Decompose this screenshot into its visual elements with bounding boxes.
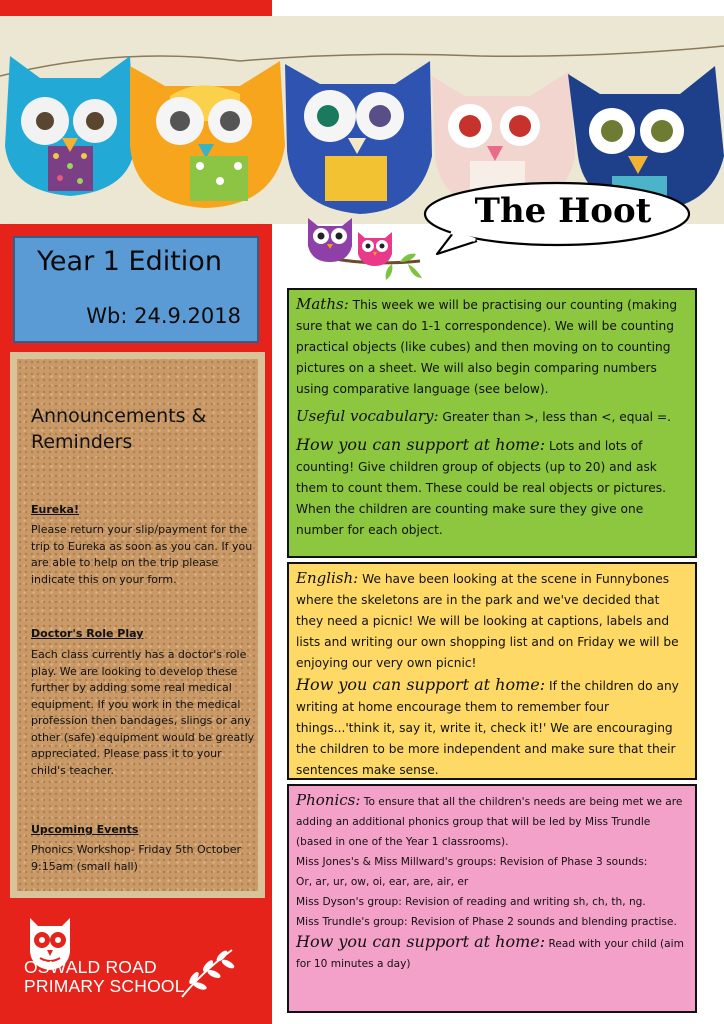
maths-support-text: Lots and lots of counting! Give children group of objects (up to 20) and ask them to count them. These could be real objects or pictures. When the children are counting make sure they give one number for each object. xyxy=(296,439,666,537)
phonics-heading: Phonics: xyxy=(296,791,361,809)
edition-date: Wb: 24.9.2018 xyxy=(86,304,241,328)
maths-heading: Maths: xyxy=(296,295,349,313)
edition-box xyxy=(13,236,259,343)
phonics-panel xyxy=(287,784,697,1013)
edition-title: Year 1 Edition xyxy=(37,246,222,277)
maths-text: This week we will be practising our counting (making sure that we can do 1-1 correspondence). We will be counting practical objects (like cubes) and then moving on to counting pictures on a sheet. We will also begin comparing numbers using comparative language (see below). xyxy=(296,298,678,396)
upcoming-events-body: Phonics Workshop- Friday 5th October 9:15am (small hall) xyxy=(31,843,242,873)
doctors-role-play-body: Each class currently has a doctor's role play. We are looking to develop these further by adding some real medical equipment. If you work in the medical profession then bandages, slings or any other (safe) equipment would be greatly appreciated. Please pass it to your child's teacher. xyxy=(31,648,255,777)
school-name xyxy=(24,958,185,996)
phonics-group2: Miss Dyson's group: Revision of reading and writing sh, ch, th, ng. xyxy=(296,896,646,908)
announcements-board xyxy=(10,352,265,898)
school-name-line2: PRIMARY SCHOOL xyxy=(24,976,185,996)
school-name-line1: OSWALD ROAD xyxy=(24,957,157,977)
english-panel xyxy=(287,562,697,780)
phonics-group1: Miss Jones's & Miss Millward's groups: Revision of Phase 3 sounds: xyxy=(296,856,648,868)
english-heading: English: xyxy=(296,569,359,587)
phonics-group1-sounds: Or, ar, ur, ow, oi, ear, are, air, er xyxy=(296,876,469,888)
maths-support-heading: How you can support at home: xyxy=(296,435,546,454)
owl-branch-icon xyxy=(300,206,428,284)
english-support-heading: How you can support at home: xyxy=(296,675,546,694)
phonics-text: To ensure that all the children's needs are being met we are adding an additional phonics group that will be led by Miss Trundle (based in one of the Year 1 classrooms). xyxy=(296,796,683,848)
doctors-role-play-heading: Doctor's Role Play xyxy=(31,627,144,640)
eureka-heading: Eureka! xyxy=(31,503,79,516)
upcoming-events-heading: Upcoming Events xyxy=(31,823,139,836)
maths-vocab-heading: Useful vocabulary: xyxy=(296,407,439,425)
phonics-support-text: Read with your child (aim for 10 minutes a day) xyxy=(296,938,684,970)
phonics-support-heading: How you can support at home: xyxy=(296,932,546,951)
phonics-group3: Miss Trundle's group: Revision of Phase 2 sounds and blending practise. xyxy=(296,916,677,928)
announcements-title: Announcements & Reminders xyxy=(31,405,207,453)
maths-panel xyxy=(287,288,697,558)
newsletter-title: The Hoot xyxy=(474,191,652,231)
laurel-leaf-icon xyxy=(182,949,236,997)
maths-vocab-text: Greater than >, less than <, equal =. xyxy=(442,410,672,424)
eureka-body: Please return your slip/payment for the trip to Eureka as soon as you can. If you are able to help on the trip please indicate this on your form. xyxy=(31,523,253,586)
english-text: We have been looking at the scene in Funnybones where the skeletons are in the park and we've decided that they need a picnic! We will be looking at captions, labels and lists and writing our own shopping list and on Friday we will be enjoying our very own picnic! xyxy=(296,572,679,670)
english-support-text: If the children do any writing at home encourage them to remember four things...'think it, say it, write it, check it!' We are encouraging the children to be more independent and make sure that their sentences make sense. xyxy=(296,679,679,777)
